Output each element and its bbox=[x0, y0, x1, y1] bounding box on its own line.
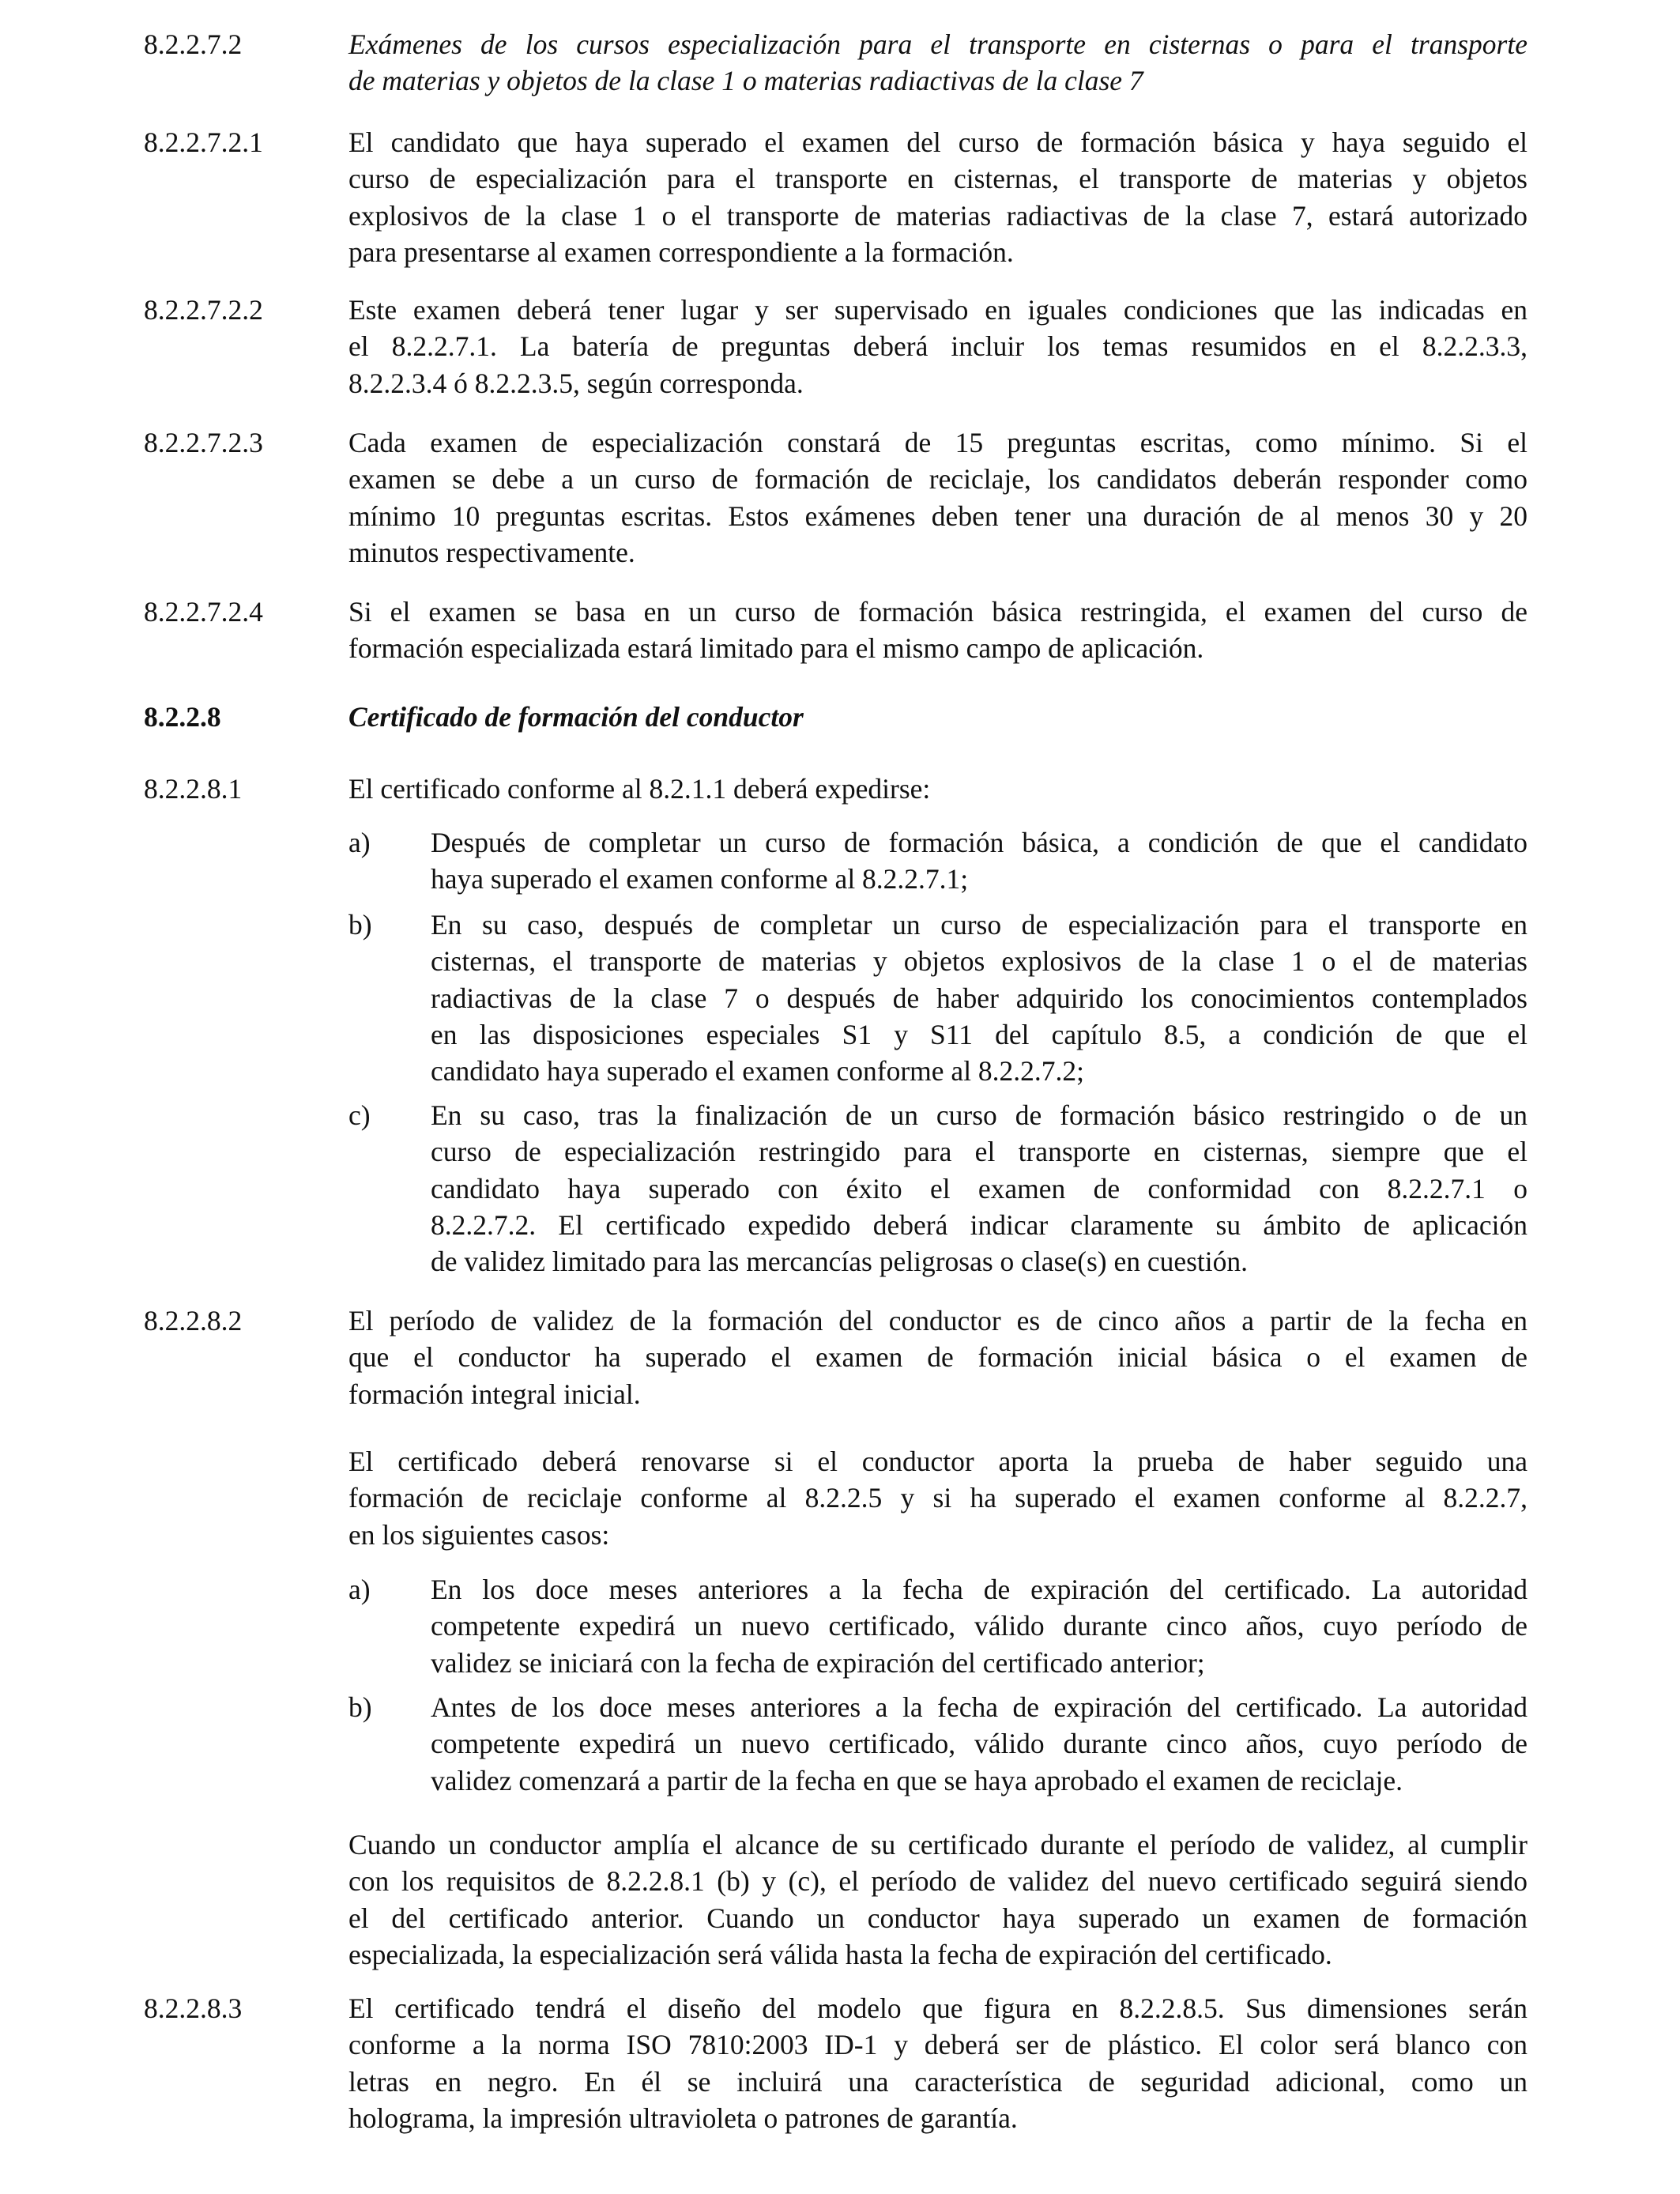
section-number: 8.2.2.7.2.3 bbox=[144, 427, 263, 458]
section-number: 8.2.2.8.1 bbox=[144, 773, 243, 805]
text-line: Certificado de formación del conductor bbox=[348, 701, 804, 733]
text-line: examen se debe a un curso de formación de reciclaje, los candidatos deberán responder como bbox=[348, 463, 1527, 496]
section-paragraph bbox=[348, 1302, 1527, 1412]
text-line: conforme a la norma ISO 7810:2003 ID-1 y deberá ser de plástico. El color será blanco con bbox=[348, 2029, 1527, 2061]
text-line: formación integral inicial. bbox=[348, 1378, 641, 1410]
text-line: en los siguientes casos: bbox=[348, 1518, 610, 1551]
text-line: letras en negro. En él se incluirá una característica de seguridad adicional, como un bbox=[348, 2065, 1527, 2098]
list-item-text bbox=[431, 824, 1527, 898]
text-line: holograma, la impresión ultravioleta o patrones de garantía. bbox=[348, 2102, 1018, 2134]
text-line: En su caso, después de completar un curso de especialización para el transporte en bbox=[431, 909, 1527, 941]
text-line: Después de completar un curso de formación básica, a condición de que el candidato bbox=[431, 827, 1527, 858]
text-line: curso de especialización para el transporte en cisternas, el transporte de materias y objetos bbox=[348, 163, 1527, 195]
text-line: haya superado el examen conforme al 8.2.2.7.1; bbox=[431, 863, 969, 895]
text-line: Si el examen se basa en un curso de formación básica restringida, el examen del curso de bbox=[348, 596, 1527, 628]
text-line: En los doce meses anteriores a la fecha de expiración del certificado. La autoridad bbox=[431, 1574, 1527, 1605]
text-line: validez comenzará a partir de la fecha en que se haya aprobado el examen de reciclaje. bbox=[431, 1764, 1403, 1796]
section-number: 8.2.2.7.2.2 bbox=[144, 294, 263, 326]
text-line: Antes de los doce meses anteriores a la fecha de expiración del certificado. La autoridad bbox=[431, 1691, 1527, 1723]
list-item-label: a) bbox=[348, 827, 371, 858]
section-paragraph bbox=[348, 292, 1527, 401]
text-line: especializada, la especialización será válida hasta la fecha de expiración del certificado. bbox=[348, 1938, 1332, 1970]
text-line: el del certificado anterior. Cuando un conductor haya superado un examen de formación bbox=[348, 1902, 1527, 1934]
section-number: 8.2.2.8 bbox=[144, 701, 221, 733]
section-paragraph bbox=[348, 1990, 1527, 2136]
text-line: de validez limitado para las mercancías peligrosas o clase(s) en cuestión. bbox=[431, 1246, 1249, 1278]
text-line: Cada examen de especialización constará de 15 preguntas escritas, como mínimo. Si el bbox=[348, 427, 1527, 458]
text-line: candidato haya superado el examen conforme al 8.2.2.7.2; bbox=[431, 1055, 1085, 1088]
text-line: para presentarse al examen correspondiente a la formación. bbox=[348, 236, 1014, 268]
text-line: curso de especialización restringido para el transporte en cisternas, siempre que el bbox=[431, 1136, 1527, 1168]
text-line: con los requisitos de 8.2.2.8.1 (b) y (c), el período de validez del nuevo certificado seguirá siendo bbox=[348, 1865, 1527, 1898]
section-number: 8.2.2.7.2 bbox=[144, 28, 243, 60]
list-item-label: c) bbox=[348, 1099, 371, 1131]
text-line: minutos respectivamente. bbox=[348, 536, 635, 568]
text-line: formación de reciclaje conforme al 8.2.2.5 y si ha superado el examen conforme al 8.2.2.7, bbox=[348, 1482, 1527, 1514]
section-number: 8.2.2.7.2.1 bbox=[144, 126, 263, 158]
text-line: El certificado conforme al 8.2.1.1 deberá expedirse: bbox=[348, 773, 931, 805]
section-paragraph bbox=[348, 1443, 1527, 1553]
list-item-text bbox=[431, 1571, 1527, 1681]
text-line: 8.2.2.3.4 ó 8.2.2.3.5, según corresponda. bbox=[348, 367, 804, 399]
list-item-text bbox=[431, 1689, 1527, 1799]
text-line: cisternas, el transporte de materias y objetos explosivos de la clase 1 o el de materias bbox=[431, 945, 1527, 978]
list-item-text bbox=[431, 907, 1527, 1089]
section-number: 8.2.2.8.2 bbox=[144, 1305, 243, 1336]
text-line: 8.2.2.7.2. El certificado expedido deberá indicar claramente su ámbito de aplicación bbox=[431, 1208, 1527, 1241]
section-paragraph bbox=[348, 424, 1527, 571]
section-paragraph bbox=[348, 1826, 1527, 1973]
text-line: Cuando un conductor amplía el alcance de su certificado durante el período de validez, al cumplir bbox=[348, 1829, 1527, 1860]
section-paragraph bbox=[348, 594, 1527, 667]
text-line: formación especializada estará limitado para el mismo campo de aplicación. bbox=[348, 632, 1204, 665]
text-line: El certificado tendrá el diseño del modelo que figura en 8.2.2.8.5. Sus dimensiones serán bbox=[348, 1992, 1527, 2024]
text-line: El certificado deberá renovarse si el conductor aporta la prueba de haber seguido una bbox=[348, 1446, 1527, 1477]
text-line: mínimo 10 preguntas escritas. Estos exámenes deben tener una duración de al menos 30 y 20 bbox=[348, 499, 1527, 532]
list-item-label: b) bbox=[348, 1691, 372, 1723]
section-title bbox=[348, 699, 1527, 735]
text-line: El período de validez de la formación del conductor es de cinco años a partir de la fecha en bbox=[348, 1305, 1527, 1336]
text-line: radiactivas de la clase 7 o después de haber adquirido los conocimientos contemplados bbox=[431, 982, 1527, 1014]
list-item-text bbox=[431, 1097, 1527, 1280]
section-paragraph bbox=[348, 124, 1527, 270]
text-line: Este examen deberá tener lugar y ser supervisado en iguales condiciones que las indicadas en bbox=[348, 294, 1527, 326]
text-line: competente expedirá un nuevo certificado, válido durante cinco años, cuyo período de bbox=[431, 1610, 1527, 1642]
section-paragraph bbox=[348, 771, 1527, 807]
text-line: En su caso, tras la finalización de un curso de formación básico restringido o de un bbox=[431, 1099, 1527, 1131]
text-line: de materias y objetos de la clase 1 o materias radiactivas de la clase 7 bbox=[348, 65, 1143, 97]
section-number: 8.2.2.7.2.4 bbox=[144, 596, 263, 628]
text-line: en las disposiciones especiales S1 y S11 del capítulo 8.5, a condición de que el bbox=[431, 1018, 1527, 1050]
text-line: el 8.2.2.7.1. La batería de preguntas deberá incluir los temas resumidos en el 8.2.2.3.3, bbox=[348, 330, 1527, 363]
text-line: validez se iniciará con la fecha de expiración del certificado anterior; bbox=[431, 1646, 1205, 1679]
section-heading bbox=[348, 26, 1527, 100]
text-line: Exámenes de los cursos especialización para el transporte en cisternas o para el transporte bbox=[348, 28, 1527, 60]
text-line: competente expedirá un nuevo certificado, válido durante cinco años, cuyo período de bbox=[431, 1728, 1527, 1760]
list-item-label: a) bbox=[348, 1574, 371, 1605]
text-line: El candidato que haya superado el examen del curso de formación básica y haya seguido el bbox=[348, 126, 1527, 158]
list-item-label: b) bbox=[348, 909, 372, 941]
text-line: candidato haya superado con éxito el examen de conformidad con 8.2.2.7.1 o bbox=[431, 1172, 1527, 1204]
section-number: 8.2.2.8.3 bbox=[144, 1992, 243, 2024]
text-line: explosivos de la clase 1 o el transporte de materias radiactivas de la clase 7, estará autorizado bbox=[348, 199, 1527, 232]
text-line: que el conductor ha superado el examen de formación inicial básica o el examen de bbox=[348, 1341, 1527, 1374]
